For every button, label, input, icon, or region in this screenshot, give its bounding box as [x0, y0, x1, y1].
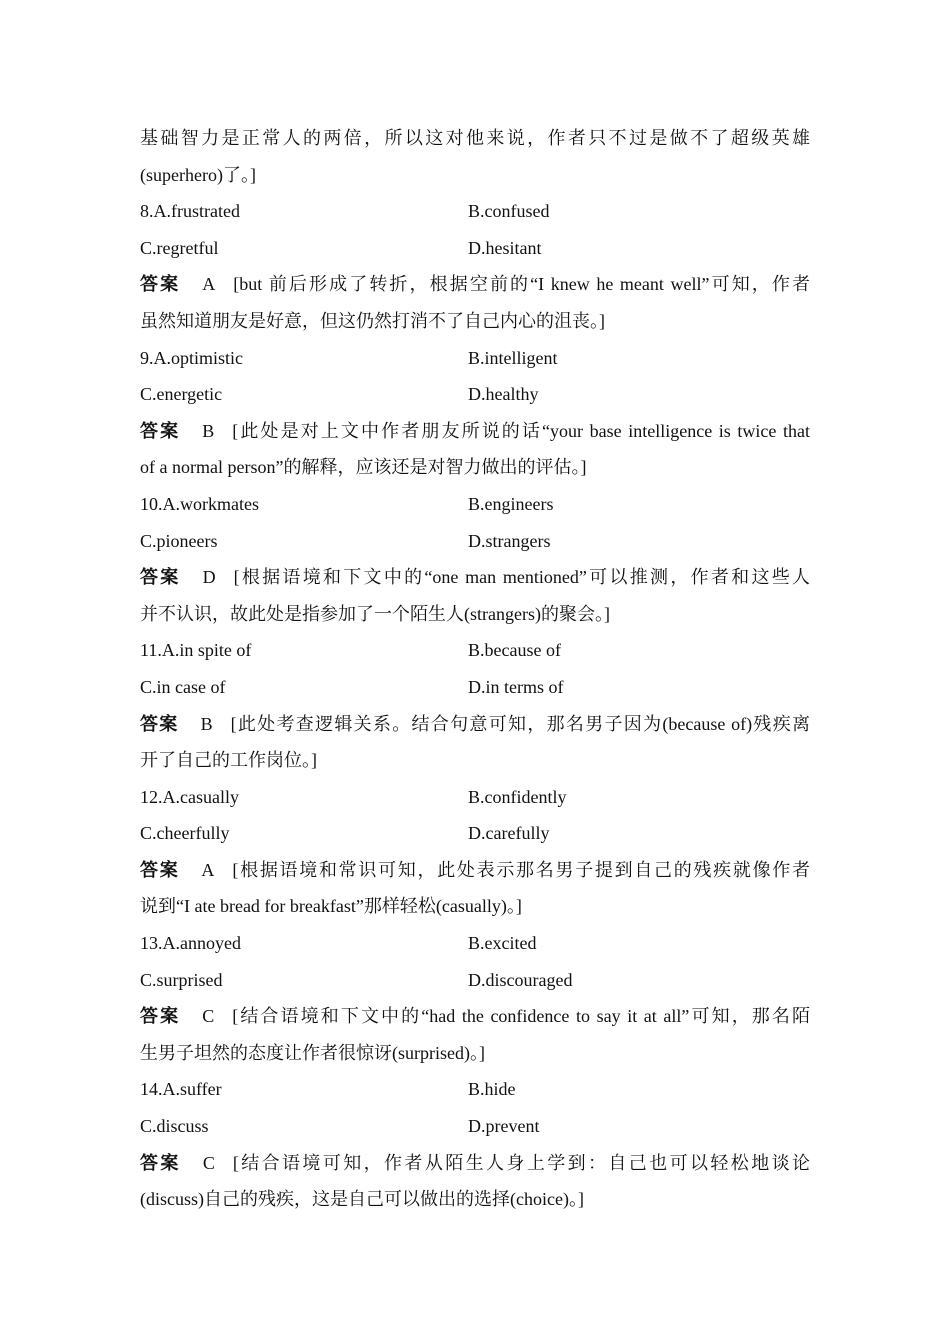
question-9-options-ab	[140, 340, 810, 377]
option-d: D.carefully	[468, 823, 550, 844]
answer-letter: D	[202, 567, 216, 588]
option-a: 14.A.suffer	[140, 1079, 222, 1100]
option-d: D.prevent	[468, 1116, 540, 1137]
question-11-options-ab	[140, 632, 810, 669]
question-8-options-cd	[140, 230, 810, 267]
option-b: B.intelligent	[468, 347, 558, 368]
explanation-text: [but 前后形成了转折，根据空前的“I knew he meant well”可知，作者	[233, 274, 810, 295]
option-b: B.excited	[468, 933, 537, 954]
option-a: 10.A.workmates	[140, 493, 259, 514]
explanation-text: [根据语境和下文中的“one man mentioned”可以推测，作者和这些人	[233, 567, 810, 588]
option-d: D.healthy	[468, 384, 539, 405]
question-11-options-cd	[140, 669, 810, 706]
answer-label: 答案	[140, 713, 179, 734]
question-13-options-cd	[140, 962, 810, 999]
question-8-answer-line-1	[140, 266, 810, 303]
document-page	[140, 120, 810, 1218]
option-c: C.discuss	[140, 1116, 209, 1137]
answer-label: 答案	[140, 1006, 181, 1027]
option-a: 9.A.optimistic	[140, 347, 243, 368]
explanation-text: [结合语境和下文中的“had the confidence to say it at all”可知，那名陌	[232, 1006, 810, 1027]
question-8-options-ab	[140, 193, 810, 230]
explanation-text: [此处是对上文中作者朋友所说的话“your base intelligence is twice that	[232, 420, 810, 441]
question-11-answer-line-1	[140, 706, 810, 743]
question-10-answer-line-2: 并不认识，故此处是指参加了一个陌生人(strangers)的聚会。]	[140, 603, 610, 624]
option-c: C.pioneers	[140, 530, 218, 551]
option-b: B.engineers	[468, 493, 554, 514]
question-9-answer-line-1	[140, 413, 810, 450]
question-12-answer-line-1	[140, 852, 810, 889]
option-b: B.confidently	[468, 786, 567, 807]
answer-label: 答案	[140, 859, 180, 880]
answer-label: 答案	[140, 567, 181, 588]
option-a: 12.A.casually	[140, 786, 239, 807]
answer-letter: A	[201, 859, 215, 880]
question-14-answer-line-1	[140, 1145, 810, 1182]
question-10-answer-line-1	[140, 559, 810, 596]
answer-letter: C	[202, 1006, 215, 1027]
option-c: C.cheerfully	[140, 823, 230, 844]
option-b: B.because of	[468, 640, 561, 661]
explanation-text: [此处考查逻辑关系。结合句意可知，那名男子因为(because of)残疾离	[230, 713, 810, 734]
option-a: 8.A.frustrated	[140, 201, 240, 222]
answer-letter: B	[200, 713, 213, 734]
question-8-answer-line-2: 虽然知道朋友是好意，但这仍然打消不了自己内心的沮丧。]	[140, 310, 605, 331]
question-9-answer-line-2: of a normal person”的解释，应该还是对智力做出的评估。]	[140, 457, 587, 478]
option-d: D.discouraged	[468, 969, 573, 990]
answer-letter: B	[202, 420, 215, 441]
answer-label: 答案	[140, 420, 181, 441]
option-c: C.in case of	[140, 676, 226, 697]
intro-line-2: (superhero)了。]	[140, 164, 256, 185]
question-12-options-cd	[140, 815, 810, 852]
option-c: C.surprised	[140, 969, 223, 990]
question-14-options-ab	[140, 1071, 810, 1108]
answer-letter: A	[202, 274, 216, 295]
question-12-answer-line-2: 说到“I ate bread for breakfast”那样轻松(casually)。]	[140, 896, 522, 917]
question-10-options-cd	[140, 523, 810, 560]
question-13-options-ab	[140, 925, 810, 962]
answer-label: 答案	[140, 1152, 181, 1173]
option-d: D.strangers	[468, 530, 551, 551]
answer-letter: C	[202, 1152, 215, 1173]
answer-label: 答案	[140, 274, 181, 295]
option-a: 11.A.in spite of	[140, 640, 252, 661]
question-9-options-cd	[140, 376, 810, 413]
question-11-answer-line-2: 开了自己的工作岗位。]	[140, 750, 317, 771]
option-b: B.confused	[468, 201, 550, 222]
option-c: C.energetic	[140, 384, 223, 405]
question-14-answer-line-2: (discuss)自己的残疾，这是自己可以做出的选择(choice)。]	[140, 1189, 584, 1210]
option-b: B.hide	[468, 1079, 516, 1100]
question-14-options-cd	[140, 1108, 810, 1145]
option-c: C.regretful	[140, 237, 219, 258]
explanation-text: [根据语境和常识可知，此处表示那名男子提到自己的残疾就像作者	[232, 859, 810, 880]
intro-line-1: 基础智力是正常人的两倍，所以这对他来说，作者只不过是做不了超级英雄	[140, 128, 810, 148]
explanation-text: [结合语境可知，作者从陌生人身上学到：自己也可以轻松地谈论	[232, 1152, 810, 1173]
question-13-answer-line-2: 生男子坦然的态度让作者很惊讶(surprised)。]	[140, 1042, 485, 1063]
option-d: D.in terms of	[468, 676, 564, 697]
option-a: 13.A.annoyed	[140, 933, 241, 954]
question-12-options-ab	[140, 779, 810, 816]
question-10-options-ab	[140, 486, 810, 523]
question-13-answer-line-1	[140, 998, 810, 1035]
option-d: D.hesitant	[468, 237, 542, 258]
